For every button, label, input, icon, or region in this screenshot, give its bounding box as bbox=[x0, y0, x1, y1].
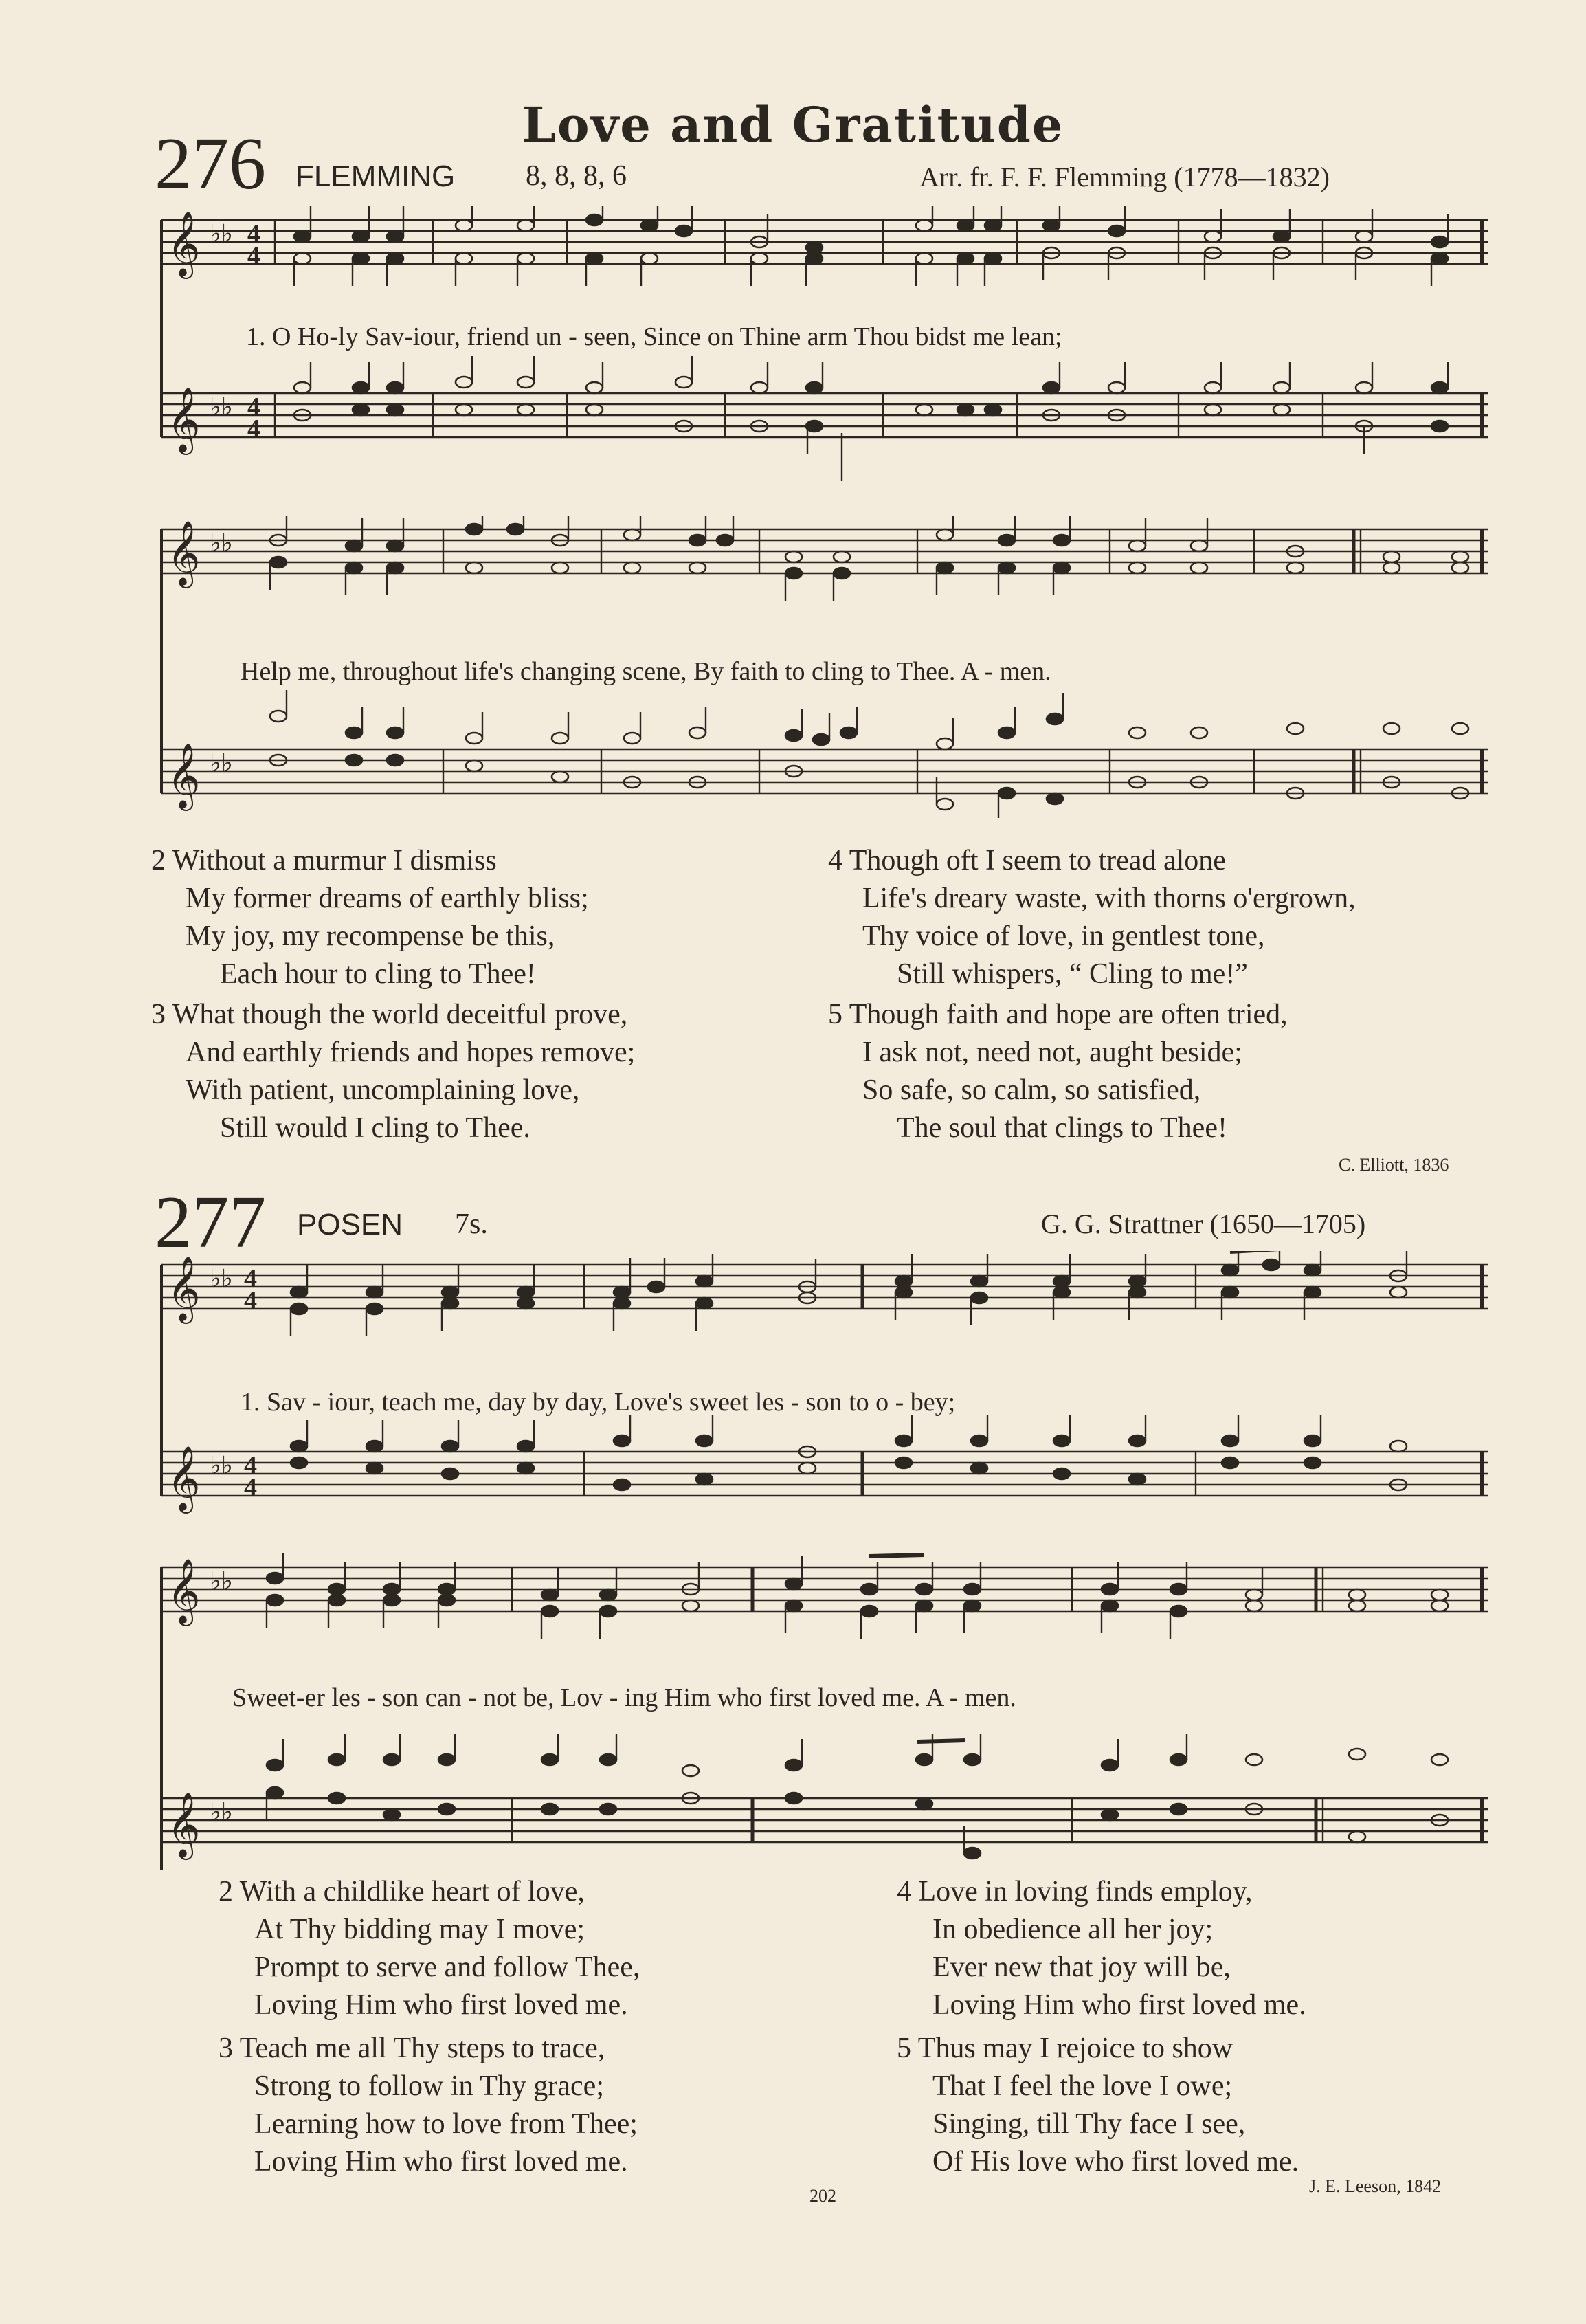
stanza-line: Ever new that joy will be, bbox=[932, 1951, 1231, 1983]
section-title: Love and Gratitude bbox=[522, 96, 1064, 153]
svg-text:𝄞: 𝄞 bbox=[167, 1792, 201, 1857]
lyrics-verse1-line1: 1. O Ho-ly Sav-iour, friend un - seen, Since on Thine arm Thou bidst me lean; bbox=[246, 322, 1062, 351]
svg-text:𝄞: 𝄞 bbox=[167, 1256, 201, 1321]
stanza-line: Thy voice of love, in gentlest tone, bbox=[862, 920, 1265, 952]
stanza-line: 2 Without a murmur I dismiss bbox=[151, 845, 497, 876]
svg-text:4: 4 bbox=[244, 1473, 257, 1502]
stanza-2 bbox=[219, 1873, 640, 2024]
stanzas-left-column bbox=[219, 1873, 640, 2181]
svg-text:4: 4 bbox=[247, 241, 260, 270]
stanza-line: Prompt to serve and follow Thee, bbox=[254, 1951, 640, 1983]
stanza-line: 4 Love in loving finds employ, bbox=[897, 1876, 1253, 1907]
stanza-line: I ask not, need not, aught beside; bbox=[862, 1037, 1242, 1068]
stanza-line: Each hour to cling to Thee! bbox=[220, 958, 536, 990]
stanza-line: My joy, my recompense be this, bbox=[186, 920, 555, 952]
stanza-line: 3 What though the world deceitful prove, bbox=[151, 999, 628, 1030]
stanza-line: 3 Teach me all Thy steps to trace, bbox=[219, 2033, 605, 2064]
svg-text:4: 4 bbox=[247, 392, 260, 421]
stanza-line: 5 Thus may I rejoice to show bbox=[897, 2033, 1233, 2064]
stanza-line: My former dreams of earthly bliss; bbox=[186, 883, 589, 914]
svg-text:♭♭: ♭♭ bbox=[210, 1265, 233, 1292]
svg-text:𝄞: 𝄞 bbox=[167, 1558, 201, 1624]
stanza-line: Learning how to love from Thee; bbox=[254, 2108, 638, 2140]
author-credit: J. E. Leeson, 1842 bbox=[1309, 2176, 1442, 2196]
stanza-5 bbox=[897, 2030, 1306, 2181]
stanza-line: At Thy bidding may I move; bbox=[254, 1914, 585, 1945]
tune-name: POSEN bbox=[297, 1208, 403, 1241]
stanza-line: Loving Him who first loved me. bbox=[254, 1989, 628, 2021]
stanza-line: The soul that clings to Thee! bbox=[897, 1112, 1227, 1144]
stanza-line: That I feel the love I owe; bbox=[932, 2070, 1233, 2102]
stanza-3 bbox=[219, 2030, 640, 2181]
stanza-line: Loving Him who first loved me. bbox=[254, 2146, 628, 2178]
stanza-line: So safe, so calm, so satisfied, bbox=[862, 1074, 1201, 1106]
svg-text:4: 4 bbox=[247, 414, 260, 443]
stanza-4 bbox=[897, 1873, 1306, 2024]
svg-text:4: 4 bbox=[244, 1264, 257, 1293]
hymn-number: 276 bbox=[155, 123, 266, 205]
stanza-line: With patient, uncomplaining love, bbox=[186, 1074, 580, 1106]
svg-text:𝄞: 𝄞 bbox=[167, 211, 201, 276]
composer-attribution: Arr. fr. F. F. Flemming (1778—1832) bbox=[919, 162, 1330, 192]
lyrics-verse1-line2: Help me, throughout life's changing scene, By faith to cling to Thee. A - men. bbox=[241, 657, 1051, 686]
svg-text:♭♭: ♭♭ bbox=[210, 1452, 233, 1479]
stanzas-right-column bbox=[828, 842, 1356, 1147]
author-credit: C. Elliott, 1836 bbox=[1339, 1155, 1449, 1175]
svg-text:4: 4 bbox=[244, 1286, 257, 1315]
stanza-5 bbox=[828, 996, 1356, 1147]
lyrics-verse1-line1: 1. Sav - iour, teach me, day by day, Love's sweet les - son to o - bey; bbox=[241, 1388, 956, 1417]
svg-text:4: 4 bbox=[244, 1451, 257, 1480]
meter: 8, 8, 8, 6 bbox=[526, 160, 627, 192]
svg-text:4: 4 bbox=[247, 219, 260, 248]
stanza-line: Strong to follow in Thy grace; bbox=[254, 2070, 604, 2102]
stanza-line: Singing, till Thy face I see, bbox=[932, 2108, 1246, 2140]
stanza-line: Still would I cling to Thee. bbox=[220, 1112, 530, 1144]
svg-text:♭♭: ♭♭ bbox=[210, 1567, 233, 1595]
stanza-4 bbox=[828, 842, 1356, 993]
tune-name: FLEMMING bbox=[295, 159, 456, 193]
meter: 7s. bbox=[455, 1208, 488, 1240]
page-number: 202 bbox=[809, 2186, 836, 2206]
svg-text:♭♭: ♭♭ bbox=[210, 393, 233, 421]
stanzas-left-column bbox=[151, 842, 635, 1147]
stanza-line: Life's dreary waste, with thorns o'ergrown, bbox=[862, 883, 1356, 914]
svg-text:♭♭: ♭♭ bbox=[210, 749, 233, 777]
stanzas-right-column bbox=[897, 1873, 1306, 2181]
composer-attribution: G. G. Strattner (1650—1705) bbox=[1041, 1208, 1366, 1239]
stanza-2 bbox=[151, 842, 635, 993]
svg-text:♭♭: ♭♭ bbox=[210, 220, 233, 247]
stanza-line: Of His love who first loved me. bbox=[932, 2146, 1299, 2178]
svg-text:𝄞: 𝄞 bbox=[167, 520, 201, 586]
svg-text:𝄞: 𝄞 bbox=[167, 387, 201, 452]
svg-text:𝄞: 𝄞 bbox=[167, 1446, 201, 1511]
svg-text:♭♭: ♭♭ bbox=[210, 529, 233, 557]
stanza-line: Loving Him who first loved me. bbox=[932, 1989, 1306, 2021]
hymn-number: 277 bbox=[155, 1182, 266, 1263]
svg-text:𝄞: 𝄞 bbox=[167, 743, 201, 808]
stanza-line: Still whispers, “ Cling to me!” bbox=[897, 958, 1248, 990]
stanza-line: 5 Though faith and hope are often tried, bbox=[828, 999, 1288, 1030]
stanza-line: And earthly friends and hopes remove; bbox=[186, 1037, 636, 1068]
lyrics-verse1-line2: Sweet-er les - son can - not be, Lov - ing Him who first loved me. A - men. bbox=[232, 1683, 1016, 1712]
stanza-line: 2 With a childlike heart of love, bbox=[219, 1876, 585, 1907]
stanza-line: In obedience all her joy; bbox=[932, 1914, 1214, 1945]
stanza-line: 4 Though oft I seem to tread alone bbox=[828, 845, 1226, 876]
stanza-3 bbox=[151, 996, 635, 1147]
svg-text:♭♭: ♭♭ bbox=[210, 1798, 233, 1826]
